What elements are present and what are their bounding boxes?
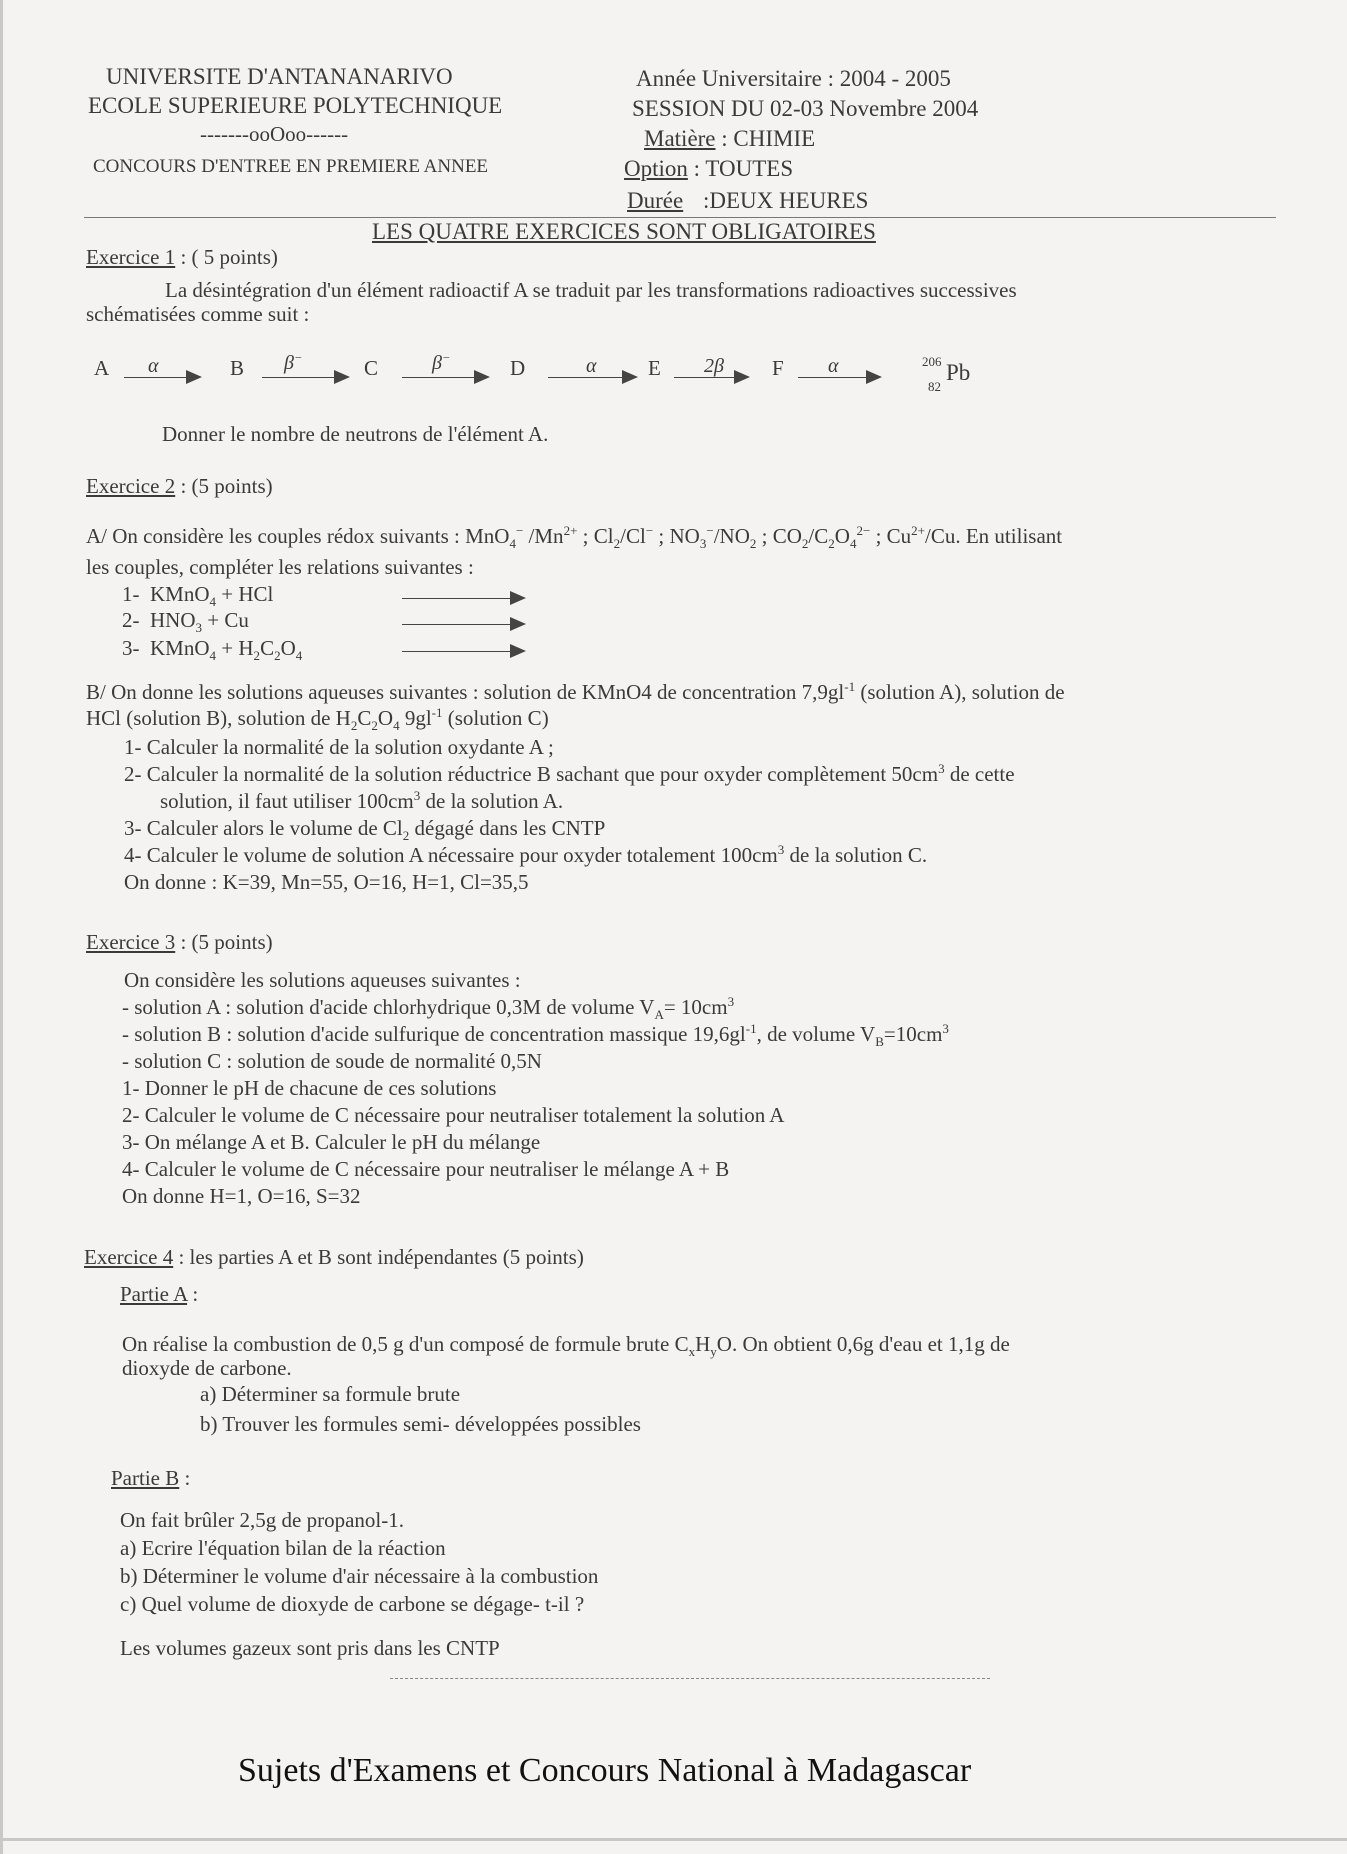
- subject-label: Matière: [644, 126, 716, 151]
- chain-element-a: A: [94, 356, 110, 380]
- chain-element-b: B: [230, 356, 245, 380]
- ex3-solution-c: - solution C : solution de soude de normalité 0,5N: [122, 1049, 542, 1073]
- chain-element-c: C: [364, 356, 379, 380]
- school-name: ECOLE SUPERIEURE POLYTECHNIQUE: [88, 93, 503, 118]
- reaction-3-arrow: [402, 651, 512, 652]
- ex4-part-a-heading: Partie A :: [120, 1282, 199, 1306]
- scan-edge-left: [0, 0, 3, 1854]
- end-dashed-line: [390, 1678, 990, 1679]
- arrow-head-icon: [510, 644, 526, 658]
- main-instruction: LES QUATRE EXERCICES SONT OBLIGATOIRES: [372, 219, 876, 244]
- ex2-question-2: 2- Calculer la normalité de la solution réductrice B sachant que pour oxyder complètement $50cm^3$ de cette: [124, 761, 1015, 786]
- option-value: : TOUTES: [693, 156, 794, 181]
- reaction-2: 2- $HNO_3 + Cu$: [122, 608, 249, 636]
- arrow-head-icon: [622, 370, 638, 384]
- part-b-label: Partie B: [111, 1466, 180, 1490]
- option-label: Option: [624, 156, 688, 181]
- ex3-solution-b: - solution B : solution d'acide sulfurique de concentration massique $19,6gl^{-1}$, de volume $V_B=10cm^3$: [122, 1021, 949, 1050]
- ex4-heading: [84, 1245, 584, 1270]
- ex3-label: Exercice 3: [86, 930, 176, 954]
- scan-edge-bottom: [0, 1838, 1347, 1841]
- ex2-part-a-intro-line2: les couples, compléter les relations suivantes :: [86, 555, 474, 579]
- ex1-question: Donner le nombre de neutrons de l'élément A.: [162, 422, 549, 446]
- ex4-points: : les parties A et B sont indépendantes (5 points): [178, 1245, 584, 1269]
- product-symbol: Pb: [946, 360, 971, 385]
- ex2-question-1: 1- Calculer la normalité de la solution oxydante A ;: [124, 735, 554, 759]
- ex2-question-2-cont: solution, il faut utiliser $100cm^3$ de la solution A.: [160, 788, 564, 813]
- ex2-points: : (5 points): [180, 474, 273, 498]
- contest-title: CONCOURS D'ENTREE EN PREMIERE ANNEE: [93, 156, 489, 177]
- ex3-solution-a: - solution A : solution d'acide chlorhydrique 0,3M de volume $V_A= 10cm^3$: [122, 994, 735, 1023]
- reaction-2-arrow: [402, 624, 512, 625]
- ex1-label: Exercice 1: [86, 245, 176, 269]
- arrow-head-icon: [510, 617, 526, 631]
- ex4-part-b-heading: Partie B :: [111, 1466, 191, 1490]
- chain-arrow-4: [548, 377, 628, 378]
- chain-arrow-3: [402, 377, 480, 378]
- ex4-part-b-question-b: b) Déterminer le volume d'air nécessaire à la combustion: [120, 1564, 599, 1588]
- option-line: [624, 156, 793, 182]
- university-name: UNIVERSITE D'ANTANANARIVO: [106, 64, 453, 89]
- ex3-given-data: On donne H=1, O=16, S=32: [122, 1184, 361, 1208]
- product-atomic-number: 82: [928, 379, 941, 394]
- ex3-question-4: 4- Calculer le volume de C nécessaire pour neutraliser le mélange A + B: [122, 1157, 730, 1181]
- chain-arrow-6: [798, 377, 872, 378]
- ex3-intro: On considère les solutions aqueuses suivantes :: [124, 968, 521, 992]
- chain-element-d: D: [510, 356, 526, 380]
- ex1-text-line1: La désintégration d'un élément radioactif A se traduit par les transformations radioactives successives: [165, 278, 1017, 302]
- arrow-head-icon: [510, 591, 526, 605]
- header-ornament: -------ooOoo------: [200, 122, 349, 146]
- ex2-part-b-intro-line1: B/ On donne les solutions aqueuses suivantes : solution de KMnO4 de concentration $7,9gl^{-1}$ (solution A), solution de: [86, 679, 1065, 704]
- reaction-1-arrow: [402, 598, 512, 599]
- chain-particle-5: 2β: [704, 355, 724, 377]
- ex4-part-a-text-line2: dioxyde de carbone.: [122, 1356, 292, 1380]
- duration-label: Durée: [627, 188, 684, 213]
- chain-particle-1: α: [148, 355, 159, 377]
- chain-particle-3: β−: [432, 350, 451, 374]
- product-mass-number: 206: [922, 354, 942, 369]
- reaction-3: 3- KMnO$_4$ + $H_2C_2O_4$: [122, 636, 303, 664]
- ex4-part-b-intro: On fait brûler 2,5g de propanol-1.: [120, 1508, 405, 1532]
- ex3-heading: [86, 930, 273, 955]
- arrow-head-icon: [474, 370, 490, 384]
- arrow-head-icon: [734, 370, 750, 384]
- ex4-part-b-question-c: c) Quel volume de dioxyde de carbone se dégage- t-il ?: [120, 1592, 585, 1616]
- chain-particle-6: α: [828, 355, 839, 377]
- ex2-heading: [86, 474, 273, 499]
- arrow-head-icon: [334, 370, 350, 384]
- session-date: SESSION DU 02-03 Novembre 2004: [632, 96, 979, 121]
- chain-arrow-5: [674, 377, 740, 378]
- arrow-head-icon: [186, 370, 202, 384]
- chain-arrow-1: [124, 377, 192, 378]
- ex4-part-b-question-a: a) Ecrire l'équation bilan de la réaction: [120, 1536, 446, 1560]
- reaction-1: 1- KMnO$_4$ + HCl: [122, 582, 274, 610]
- ex2-question-3: 3- Calculer alors le volume de $Cl_2$ dégagé dans les CNTP: [124, 816, 606, 844]
- ex2-part-a-intro: A/ On considère les couples rédox suivants : MnO$_4$− $/Mn^{2+}$ ; $Cl_2/Cl^-$ ; $NO_3^-/NO_2$ ; $CO_2/C_2O_4^{2-}$ ; $Cu^{2+}/Cu$. En utilisant: [86, 523, 1063, 552]
- ex2-given-data: On donne : K=39, Mn=55, O=16, H=1, Cl=35,5: [124, 870, 529, 894]
- ex2-part-b-intro-line2: HCl (solution B), solution de $H_2C_2O_4$ $9gl^{-1}$ (solution C): [86, 705, 549, 734]
- ex3-question-1: 1- Donner le pH de chacune de ces solutions: [122, 1076, 497, 1100]
- chain-particle-4: α: [586, 355, 597, 377]
- chain-particle-2: β−: [284, 350, 303, 374]
- ex1-points: : ( 5 points): [180, 245, 278, 269]
- ex4-part-a-text-line1: On réalise la combustion de 0,5 g d'un composé de formule brute $C_xH_yO$. On obtient 0,6g d'eau et 1,1g de: [122, 1332, 1010, 1360]
- ex4-part-a-question-a: a) Déterminer sa formule brute: [200, 1382, 461, 1406]
- academic-year: Année Universitaire : 2004 - 2005: [636, 66, 951, 91]
- ex1-text-line2: schématisées comme suit :: [86, 302, 310, 326]
- footer-caption: Sujets d'Examens et Concours National à Madagascar: [238, 1752, 972, 1789]
- ex3-points: : (5 points): [180, 930, 273, 954]
- part-a-label: Partie A: [120, 1282, 188, 1306]
- ex4-label: Exercice 4: [84, 1245, 174, 1269]
- chain-arrow-2: [262, 377, 340, 378]
- ex3-question-3: 3- On mélange A et B. Calculer le pH du mélange: [122, 1130, 541, 1154]
- ex4-part-a-question-b: b) Trouver les formules semi- développées possibles: [200, 1412, 641, 1436]
- ex2-label: Exercice 2: [86, 474, 176, 498]
- chain-element-e: E: [648, 356, 661, 380]
- arrow-head-icon: [866, 370, 882, 384]
- chain-element-f: F: [772, 356, 784, 380]
- ex4-note: Les volumes gazeux sont pris dans les CNTP: [120, 1636, 500, 1660]
- duration-value: :DEUX HEURES: [702, 188, 869, 213]
- duration-line: [627, 188, 868, 214]
- header-divider: [84, 217, 1276, 218]
- ex3-question-2: 2- Calculer le volume de C nécessaire pour neutraliser totalement la solution A: [122, 1103, 785, 1127]
- ex1-heading: [86, 245, 278, 270]
- subject-value: : CHIMIE: [721, 126, 816, 151]
- subject-line: [644, 126, 815, 152]
- ex2-question-4: 4- Calculer le volume de solution A nécessaire pour oxyder totalement $100cm^3$ de la solution C.: [124, 842, 928, 867]
